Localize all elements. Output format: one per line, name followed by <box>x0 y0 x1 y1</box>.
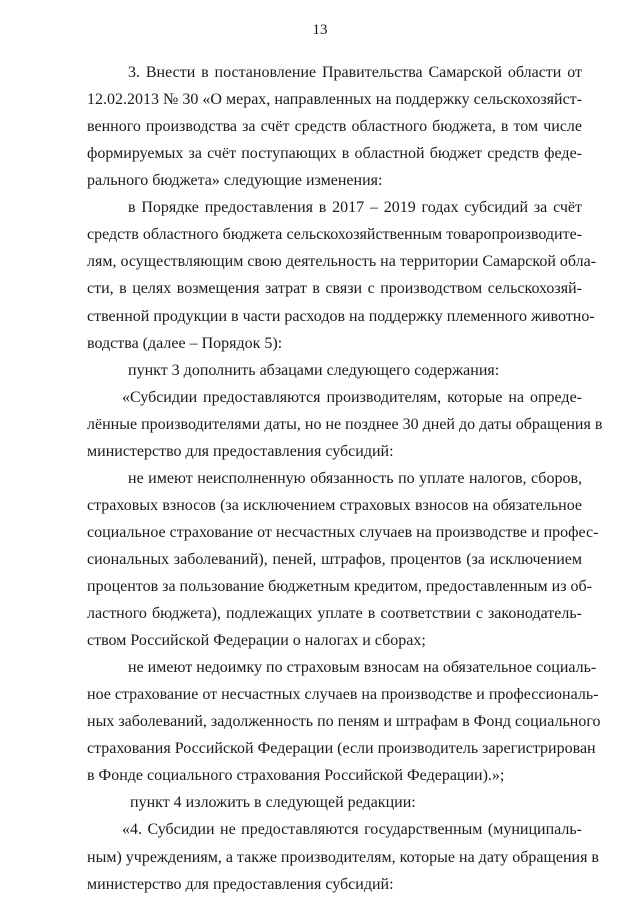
text-line: ным) учреждениям, а также производителям, которые на дату обращения в <box>87 848 599 866</box>
text-line: министерство для предоставления субсидий: <box>87 442 394 460</box>
text-line: ластного бюджета), подлежащих уплате в соответствии с законодатель- <box>87 605 582 622</box>
text-line: сиональных заболеваний), пеней, штрафов, процентов (за исключением <box>87 550 582 568</box>
text-line: сти, в целях возмещения затрат в связи с производством сельскохозяй- <box>87 280 582 298</box>
text-line: «4. Субсидии не предоставляются государственным (муниципаль- <box>122 821 582 839</box>
text-line: 12.02.2013 № 30 «О мерах, направленных на поддержку сельскохозяйст- <box>87 91 582 108</box>
text-line: «Субсидии предоставляются производителям, которые на опреде- <box>122 388 582 406</box>
text-line: в Фонде социального страхования Российской Федерации).»; <box>87 767 505 785</box>
text-line: средств областного бюджета сельскохозяйственным товаропроизводите- <box>87 226 582 244</box>
text-line: рального бюджета» следующие изменения: <box>87 172 383 190</box>
text-line: страхования Российской Федерации (если производитель зарегистрирован <box>87 740 596 758</box>
text-line: ством Российской Федерации о налогах и сборах; <box>87 632 426 650</box>
text-line: ных заболеваний, задолженность по пеням и штрафам в Фонд социального <box>87 713 601 731</box>
text-line: в Порядке предоставления в 2017 – 2019 годах субсидий за счёт <box>128 199 582 217</box>
text-line: лённые производителями даты, но не позднее 30 дней до даты обращения в <box>87 415 603 433</box>
text-line: водства (далее – Порядок 5): <box>87 334 283 352</box>
text-line: лям, осуществляющим свою деятельность на территории Самарской обла- <box>87 253 597 271</box>
text-line: ственной продукции в части расходов на поддержку племенного животно- <box>87 307 595 325</box>
text-line: социальное страхование от несчастных случаев на производстве и профес- <box>87 523 599 541</box>
text-line: венного производства за счёт средств областного бюджета, в том числе <box>87 118 582 136</box>
page-number: 13 <box>312 22 328 38</box>
text-line: 3. Внести в постановление Правительства Самарской области от <box>128 64 582 81</box>
text-line: процентов за пользование бюджетным кредитом, предоставленным из об- <box>87 578 593 595</box>
text-line: ное страхование от несчастных случаев на производстве и профессиональ- <box>87 686 599 704</box>
text-line: формируемых за счёт поступающих в областной бюджет средств феде- <box>87 145 582 163</box>
text-line: пункт 4 изложить в следующей редакции: <box>130 794 416 812</box>
text-line: страховых взносов (за исключением страховых взносов на обязательное <box>87 496 582 514</box>
text-line: не имеют неисполненную обязанность по уплате налогов, сборов, <box>128 469 582 487</box>
text-line: не имеют недоимку по страховым взносам на обязательное социаль- <box>128 659 597 677</box>
text-line: министерство для предоставления субсидий: <box>87 875 394 893</box>
text-line: пункт 3 дополнить абзацами следующего содержания: <box>128 361 500 379</box>
